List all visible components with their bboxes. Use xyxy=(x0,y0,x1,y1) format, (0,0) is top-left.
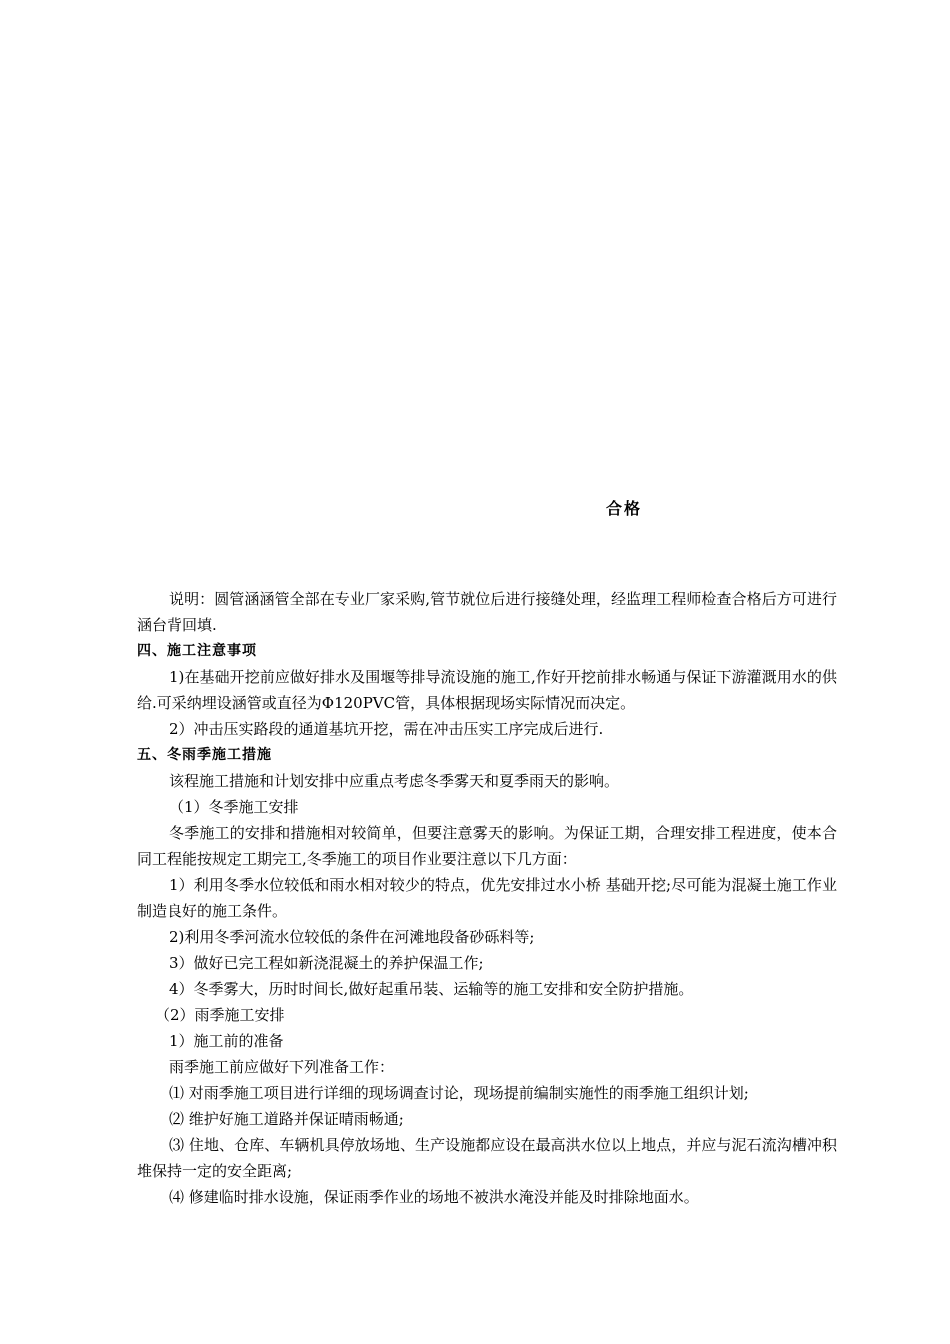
culvert-note-paragraph: 说明：圆管涵涵管全部在专业厂家采购,管节就位后进行接缝处理，经监理工程师检查合格后方可进行涵台背回填. xyxy=(137,590,837,634)
section-4-item-2: 2）冲击压实路段的通道基坑开挖，需在冲击压实工序完成后进行. xyxy=(169,720,604,738)
section-5-intro: 该程施工措施和计划安排中应重点考虑冬季雾天和夏季雨天的影响。 xyxy=(169,772,620,790)
rainy-intro: 雨季施工前应做好下列准备工作： xyxy=(169,1058,395,1076)
rainy-preparation-heading: 1）施工前的准备 xyxy=(169,1032,284,1050)
winter-subheading: （1）冬季施工安排 xyxy=(169,798,299,816)
section-5-heading: 五、冬雨季施工措施 xyxy=(137,747,272,763)
winter-item-1: 1）利用冬季水位较低和雨水相对较少的特点，优先安排过水小桥 基础开挖;尽可能为混凝土施工作业制造良好的施工条件。 xyxy=(137,876,837,920)
rainy-item-1: ⑴ 对雨季施工项目进行详细的现场调查讨论，现场提前编制实施性的雨季施工组织计划; xyxy=(169,1084,749,1102)
section-4-heading: 四、施工注意事项 xyxy=(137,643,257,659)
rainy-item-3: ⑶ 住地、仓库、车辆机具停放场地、生产设施都应设在最高洪水位以上地点，并应与泥石流沟槽冲积堆保持一定的安全距离; xyxy=(137,1136,837,1180)
document-body xyxy=(137,586,837,1210)
winter-item-4: 4）冬季雾大，历时时间长,做好起重吊装、运输等的施工安排和安全防护措施。 xyxy=(169,980,694,998)
rainy-item-2: ⑵ 维护好施工道路并保证晴雨畅通; xyxy=(169,1110,404,1128)
rainy-subheading: （2）雨季施工安排 xyxy=(155,1006,285,1024)
winter-intro: 冬季施工的安排和措施相对较简单，但要注意雾天的影响。为保证工期，合理安排工程进度，使本合同工程能按规定工期完工,冬季施工的项目作业要注意以下几方面： xyxy=(137,824,837,868)
winter-item-2: 2)利用冬季河流水位较低的条件在河滩地段备砂砾料等; xyxy=(169,928,535,946)
winter-item-3: 3）做好已完工程如新浇混凝土的养护保温工作; xyxy=(169,954,484,972)
qualified-stamp: 合格 xyxy=(606,499,643,518)
section-4-item-1: 1)在基础开挖前应做好排水及围堰等排导流设施的施工,作好开挖前排水畅通与保证下游灌溉用水的供给.可采纳埋设涵管或直径为Φ120PVC管，具体根据现场实际情况而决定。 xyxy=(137,668,837,712)
rainy-item-4: ⑷ 修建临时排水设施，保证雨季作业的场地不被洪水淹没并能及时排除地面水。 xyxy=(169,1188,699,1206)
